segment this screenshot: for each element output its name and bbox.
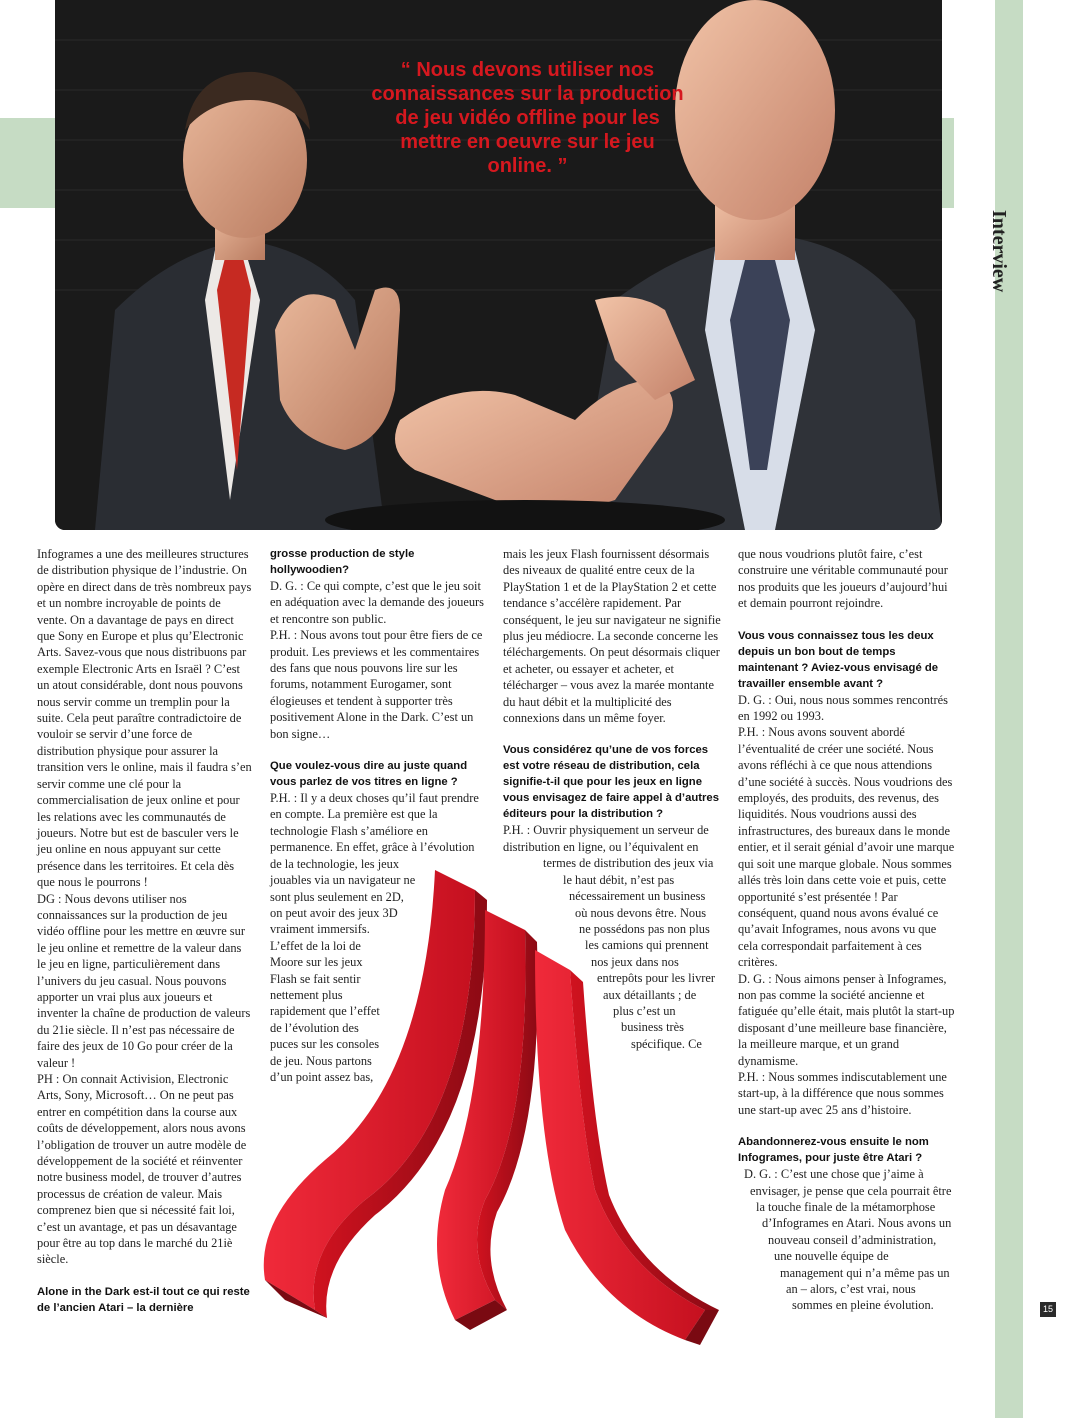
paragraph: PH : On connait Activision, Electronic Arts, Sony, Microsoft… On ne peut pas entrer en compétition dans la course aux coûts de développement, alors nous avons l’obligation de trouver un autre modèle de développement de la société et réinventer notre business model, de trouver d’autres processus de création de valeur. Mais comprenez bien que si nécessité fait loi, c’est un avantage, et pas un désavantage pour être au top dans le marché du 21iè siècle. (37, 1072, 247, 1267)
article-column-1 (37, 546, 252, 1316)
wrapped-paragraph (270, 872, 488, 1085)
text-line: les camions qui prennent (585, 938, 709, 953)
text-line: nouveau conseil d’administration, (768, 1232, 937, 1247)
text-line: Moore sur les jeux (270, 955, 363, 970)
text-line: une nouvelle équipe de (774, 1249, 889, 1264)
text-line: termes de distribution des jeux via (543, 856, 714, 871)
wrapped-paragraph (503, 822, 721, 1052)
article-column-4 (738, 546, 956, 1314)
text-line: spécifique. Ce (631, 1036, 702, 1051)
text-line: nécessairement un business (569, 889, 706, 904)
text-line: nettement plus (270, 987, 343, 1002)
text-line: la touche finale de la métamorphose (756, 1200, 936, 1214)
text-line: plus c’est un (613, 1003, 676, 1018)
text-line: an – alors, c’est vrai, nous (786, 1282, 916, 1297)
text-line: jouables via un navigateur ne (270, 873, 416, 888)
text-line: de l’évolution des (270, 1020, 359, 1035)
paragraph: Infogrames a une des meilleures structures de distribution physique de l’industrie. On opère en direct dans de très nombreux pays et un nombre incroyable de points de vente. On a davantage de pays en direct que Sony en Europe et plus qu’Electronic Arts. Savez-vous que nous distribuons par exemple Electronic Arts en Israël ? C’est un atout considérable, dont nous pouvons nous servir comme un tremplin pour la suite. Cela peut paraître contradictoire de vouloir se servir d’une force de distribution physique pour assurer la transition vers le online, mais il faudra s’en servir comme une clé pour la commercialisation de jeux online et pour les relations avec les communautés de joueurs. Notre but est de basculer vers le jeu online en nous appuyant sur cette présence dans les territoires. Et cela dès que nous le pourrons ! (37, 547, 252, 890)
text-line: d’Infogrames en Atari. Nous avons un (762, 1216, 952, 1231)
paragraph: DG : Nous devons utiliser nos connaissances sur la production de jeu vidéo offline pour les mettre en œuvre sur le jeu online et remettre de la valeur dans le jeu en ligne, particulièrement dans l’univers du jeu casual. Nous pouvons apporter un vrai plus aux joueurs et inventer la chaîne de production de valeurs du 21ie siècle. Il n’est pas nécessaire de faire des jeux de 10 Go pour créer de la valeur ! (37, 891, 251, 1070)
paragraph: D. G. : Oui, nous nous sommes rencontrés en 1992 ou 1993. (738, 692, 948, 724)
text-line: le haut débit, n’est pas (563, 872, 675, 887)
text-line: distribution en ligne, ou l’équivalent en (503, 839, 699, 854)
paragraph: D. G. : Ce qui compte, c’est que le jeu soit en adéquation avec la demande des joueurs et rencontre son public. (270, 579, 484, 626)
text-line: management qui n’a même pas un (780, 1265, 950, 1280)
interview-question: Vous considérez qu’une de vos forces est votre réseau de distribution, cela signifie-t-il que pour les jeux en ligne vous envisagez de faire appel à d’autres éditeurs pour la distribution ? (503, 744, 719, 821)
interview-question: Abandonnerez-vous ensuite le nom Infogrames, pour juste être Atari ? (738, 1136, 929, 1165)
decorative-band-left (0, 118, 60, 208)
paragraph: P.H. : Nous sommes indiscutablement une start-up, à la différence que nous sommes une start-up avec 25 ans d’histoire. (738, 1069, 947, 1117)
interview-question: Alone in the Dark est-il tout ce qui reste de l’ancien Atari – la dernière (37, 1285, 250, 1314)
interview-photo (55, 0, 942, 530)
article-column-3 (503, 546, 721, 1052)
interview-question: Vous vous connaissez tous les deux depuis un bon bout de temps maintenant ? Aviez-vous envisagé de travailler ensemble avant ? (738, 629, 939, 690)
text-line: envisager, je pense que cela pourrait être (750, 1183, 952, 1198)
section-label: Interview (988, 210, 1010, 293)
text-line: rapidement que l’effet (270, 1004, 380, 1019)
text-line: on peut avoir des jeux 3D (270, 905, 398, 920)
text-line: puces sur les consoles (270, 1037, 380, 1052)
article-column-2 (270, 546, 488, 1085)
text-line: sont plus seulement en 2D, (270, 889, 404, 904)
text-line: sommes en pleine évolution. (792, 1298, 934, 1313)
interview-question: Que voulez-vous dire au juste quand vous parlez de vos titres en ligne ? (270, 760, 468, 789)
page-number: 15 (1040, 1302, 1056, 1317)
paragraph: P.H. : Nous avons tout pour être fiers de ce produit. Les previews et les commentaires des fans que nous pouvons lire sur les forums, notamment Eurogamer, sont élogieuses et tendent à supporter très positivement Alone in the Dark. C’est un bon signe… (270, 628, 483, 741)
text-line: L’effet de la loi de (270, 938, 361, 953)
text-line: ne possédons pas non plus (579, 921, 710, 936)
text-line: business très (621, 1020, 684, 1035)
text-line: aux détaillants ; de (603, 987, 697, 1002)
text-line: P.H. : Ouvrir physiquement un serveur de (503, 823, 709, 838)
text-line: où nous devons être. Nous (575, 905, 707, 920)
wrapped-paragraph (738, 1166, 956, 1314)
text-line: d’un point assez bas, (270, 1069, 374, 1084)
text-line: D. G. : C’est une chose que j’aime à (744, 1167, 924, 1182)
pull-quote: “ Nous devons utiliser nos connaissances sur la production de jeu vidéo offline pour les mettre en oeuvre sur le jeu online. ” (371, 59, 684, 177)
text-line: de jeu. Nous partons (270, 1053, 372, 1068)
text-line: nos jeux dans nos (591, 954, 679, 969)
text-line: entrepôts pour les livrer (597, 971, 716, 986)
text-line: Flash se fait sentir (270, 971, 361, 986)
paragraph: mais les jeux Flash fournissent désormais des niveaux de qualité entre ceux de la PlayStation 1 et de la PlayStation 2 et cette tendance s’accélère rapidement. Par conséquent, le jeu sur navigateur ne signifie plus jeu médiocre. La seconde concerne les téléchargements. On peut désormais cliquer et acheter, ou essayer et acheter, et télécharger – vous avez la marée montante du haut débit et la multiplicité des connexions dans un même foyer. (503, 547, 721, 726)
interview-question: grosse production de style hollywoodien? (270, 548, 415, 576)
paragraph: P.H. : Nous avons souvent abordé l’éventualité de créer une société. Nous avons réfléchi à ce que nous attendions d’une société à succès. Nous voudrions des employés, des produits, des revenus, des liquidités. Nous voudrions aussi des infrastructures, des bureaux dans le monde entier, et il serait génial d’avoir une marque qui soit une marque globale. Nous sommes allés très loin dans cette voie et puis, cette opportunité s’est présentée ! Par conséquent, quand nous avons évalué ce qu’avait Infogrames, nous avons vu que cela correspondait parfaitement à ces critères. (738, 725, 955, 970)
paragraph: que nous voudrions plutôt faire, c’est construire une véritable communauté pour nos produits que les joueurs d’aujourd’hui et demain pourront rejoindre. (738, 547, 948, 611)
text-line: vraiment immersifs. (270, 922, 370, 937)
paragraph: D. G. : Nous aimons penser à Infogrames, non pas comme la société ancienne et fatiguée qu’elle était, mais plutôt la start-up disposant d’une meilleure base financière, la meilleure marque, et un grand dynamisme. (738, 971, 955, 1068)
paragraph: P.H. : Il y a deux choses qu’il faut prendre en compte. La première est que la technologie Flash s’améliore en permanence. En effet, grâce à l’évolution de la technologie, les jeux (270, 791, 479, 871)
